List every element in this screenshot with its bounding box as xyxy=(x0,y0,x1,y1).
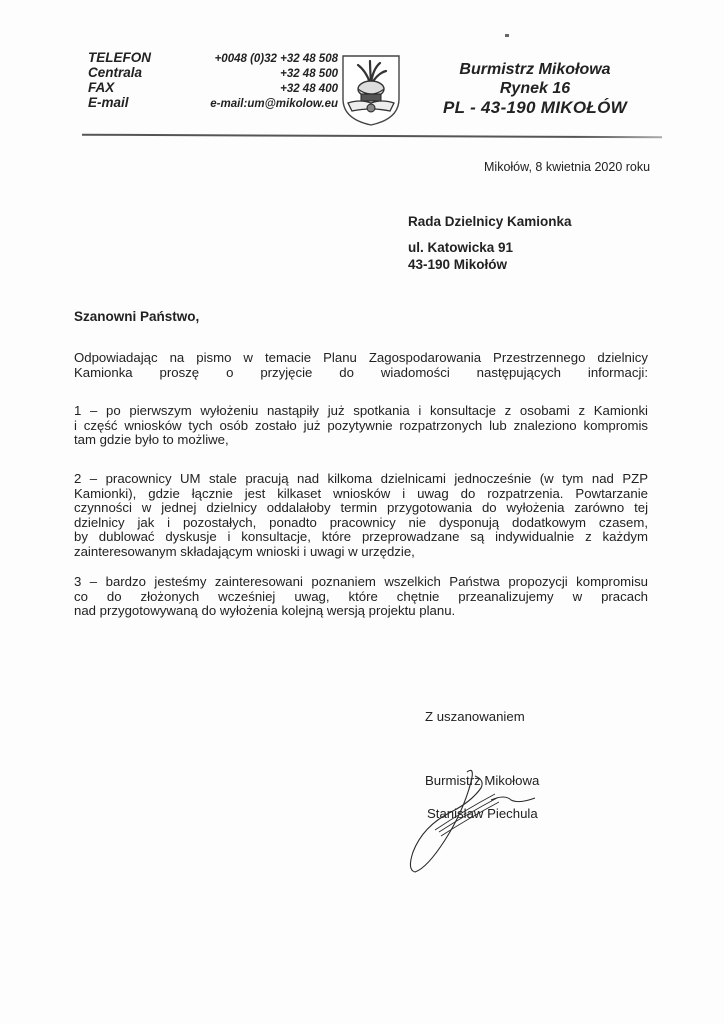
paragraph-line: by dublować dyskusje i konsultacje, które przeprowadzane są indywidualnie z każdym xyxy=(74,529,648,545)
value-telefon: +0048 (0)32 +32 48 508 xyxy=(214,53,338,65)
paragraph-line: zainteresowanym składającym wnioski i uwagi w urzędzie, xyxy=(74,543,415,559)
paragraph-line: 3 – bardzo jesteśmy zainteresowani poznaniem wszelkich Państwa propozycji kompromisu xyxy=(74,574,648,589)
label-centrala: Centrala xyxy=(88,65,143,80)
recipient-city: 43-190 Mikołów xyxy=(408,257,508,272)
value-centrala: +32 48 500 xyxy=(280,68,338,80)
paragraph-line: nad przygotowywaną do wyłożenia kolejną wersją projektu planu. xyxy=(74,603,456,619)
label-fax: FAX xyxy=(88,80,115,95)
paragraph-line: dzielnicy jak i pozostałych, ponadto pracownicy nie dysponują dodatkowym czasem, xyxy=(74,514,648,530)
letter-date: Mikołów, 8 kwietnia 2020 roku xyxy=(484,160,651,174)
value-email: e-mail:um@mikolow.eu xyxy=(210,98,338,110)
signatory-title: Burmistrz Mikołowa xyxy=(425,773,540,788)
coat-of-arms-icon xyxy=(340,53,402,127)
label-email: E-mail xyxy=(88,95,129,110)
office-title: Burmistrz Mikołowa xyxy=(459,61,611,78)
office-street: Rynek 16 xyxy=(499,80,571,97)
paragraph-line: Odpowiadając na pismo w temacie Planu Zagospodarowania Przestrzennego dzielnicy xyxy=(74,350,648,365)
office-city: PL - 43-190 MIKOŁÓW xyxy=(443,98,627,117)
paragraph-point-3 xyxy=(74,575,648,619)
letterhead-office xyxy=(420,60,650,117)
paragraph-line: 2 – pracownicy UM stale pracują nad kilkoma dzielnicami jednocześnie (w tym nad PZP xyxy=(74,471,648,486)
salutation: Szanowni Państwo, xyxy=(74,309,200,324)
closing-phrase: Z uszanowaniem xyxy=(425,709,525,724)
recipient-block xyxy=(408,214,572,273)
value-fax: +32 48 400 xyxy=(280,83,338,95)
label-telefon: TELEFON xyxy=(88,50,151,65)
paragraph-line: i część wniosków tych osób zostało już pozytywnie rozpatrzonych lub znaleziono kompromis xyxy=(74,417,648,433)
letterhead-contact-labels xyxy=(88,50,151,110)
paragraph-line: co do złożonych wcześniej uwag, które chętnie przeanalizujemy w pracach xyxy=(74,588,648,604)
paragraph-line: Kamionka proszę o przyjęcie do wiadomości następujących informacji: xyxy=(74,364,648,380)
paragraph-intro xyxy=(74,351,648,380)
paragraph-line: tam gdzie było to możliwe, xyxy=(74,432,229,448)
paragraph-line: Kamionki), gdzie łącznie jest kilkaset wniosków i uwag do rozpatrzenia. Powtarzanie xyxy=(74,485,648,501)
paragraph-point-2 xyxy=(74,472,648,560)
paragraph-line: czynności w jednej dzielnicy oddalałoby termin przygotowania do wyłożenia zarówno tej xyxy=(74,500,648,516)
recipient-name: Rada Dzielnicy Kamionka xyxy=(408,214,572,229)
letterhead-divider xyxy=(82,134,662,139)
signatory-name: Stanisław Piechula xyxy=(427,806,538,821)
handwritten-signature-icon xyxy=(405,760,545,880)
paragraph-line: 1 – po pierwszym wyłożeniu nastąpiły już spotkania i konsultacje z osobami z Kamionki xyxy=(74,403,648,418)
scan-speck xyxy=(505,34,509,37)
letterhead-contact-values xyxy=(170,52,338,112)
recipient-street: ul. Katowicka 91 xyxy=(408,240,514,255)
paragraph-point-1 xyxy=(74,404,648,448)
